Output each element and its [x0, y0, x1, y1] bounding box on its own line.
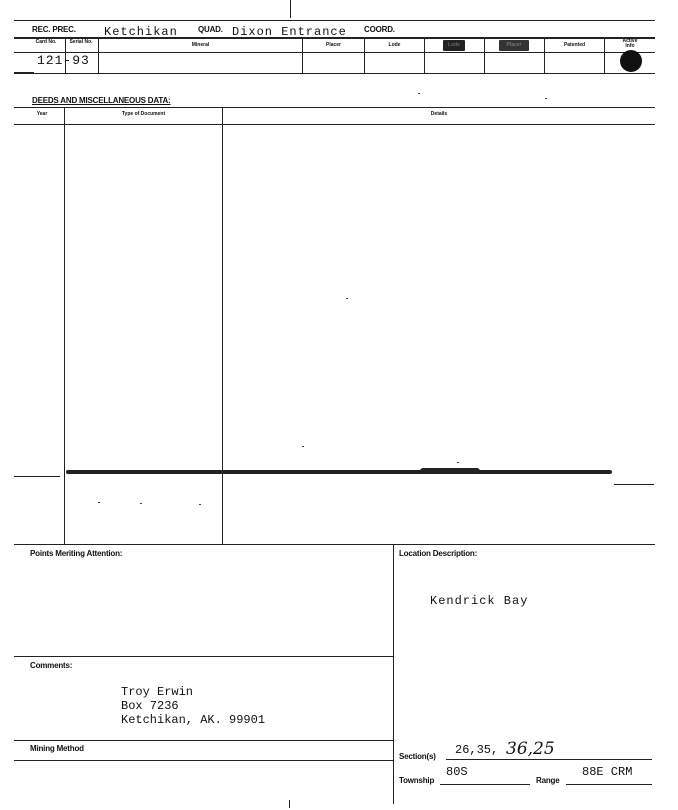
smear-right-curl [614, 484, 654, 485]
deeds-details-col-label: Details [430, 111, 448, 117]
active-col-label: Active Info [622, 38, 638, 49]
lower-center-divider [393, 544, 394, 804]
lode-col-label-alt: Lode [448, 42, 460, 48]
comments-top-rule [14, 656, 393, 657]
range-underline [566, 784, 652, 785]
speck [545, 98, 547, 99]
deeds-header-bottom [14, 124, 655, 125]
placer-col-label: Placer [325, 42, 341, 48]
coord-label: COORD. [364, 25, 395, 34]
mineral-col-label: Mineral [191, 42, 210, 48]
township-label: Township [399, 776, 435, 785]
speck [140, 503, 142, 504]
deeds-divider-year [64, 107, 65, 544]
range-value: 88E CRM [582, 765, 633, 779]
township-underline [440, 784, 530, 785]
points-label: Points Meriting Attention: [30, 549, 123, 558]
header-divider [424, 37, 425, 73]
lode-col-label: Lode [388, 42, 401, 48]
active-dot [620, 50, 642, 72]
speck [302, 446, 304, 447]
sections-handwritten-value: 36,25 [506, 739, 555, 759]
speck [98, 502, 100, 503]
sections-typed-value: 26,35, [455, 743, 499, 757]
deeds-header-top [14, 107, 655, 108]
rec-prec-value: Ketchikan [104, 25, 178, 39]
placer-col-label-alt: Placer [506, 42, 522, 48]
header-row2-rule [14, 52, 655, 53]
header-bottom-rule [14, 73, 655, 74]
comments-line3: Ketchikan, AK. 99901 [121, 713, 266, 727]
quad-value: Dixon Entrance [232, 25, 347, 39]
mining-bottom-rule [14, 760, 393, 761]
header-divider [484, 37, 485, 73]
comments-line1: Troy Erwin [121, 685, 194, 699]
deeds-type-col-label: Type of Document [121, 111, 166, 117]
location-label: Location Description: [399, 549, 478, 558]
location-value: Kendrick Bay [430, 594, 529, 608]
mining-method-label: Mining Method [30, 744, 84, 753]
comments-line2: Box 7236 [121, 699, 179, 713]
deeds-divider-type [222, 107, 223, 544]
speck [199, 504, 201, 505]
deeds-bottom-rule [14, 544, 655, 545]
lode-col-smudge [443, 40, 465, 51]
comments-label: Comments: [30, 661, 73, 670]
top-tick [290, 0, 291, 18]
table-smear-line [66, 470, 612, 474]
speck [418, 93, 420, 94]
smear-left-curl [14, 476, 60, 477]
header-top-rule [14, 20, 655, 21]
speck [346, 298, 348, 299]
card-no-col-label: Card No. [35, 39, 57, 45]
sections-underline [446, 759, 652, 760]
table-smear-blob [420, 468, 480, 474]
patented-col-label: Patented [563, 42, 586, 48]
header-row1-rule [14, 37, 655, 39]
rec-prec-label: REC. PREC. [32, 25, 76, 34]
speck [457, 462, 459, 463]
header-left-tick [14, 72, 34, 74]
header-divider [604, 37, 605, 73]
serial-no-col-label: Serial No. [69, 39, 93, 45]
quad-label: QUAD. [198, 25, 223, 34]
mining-top-rule [14, 740, 393, 741]
bottom-tick [289, 800, 290, 808]
placer-col-smudge [499, 40, 529, 51]
card-no-value: 121-93 [37, 53, 90, 68]
range-label: Range [536, 776, 560, 785]
sections-label: Section(s) [399, 752, 436, 761]
deeds-year-col-label: Year [36, 111, 48, 117]
township-value: 80S [446, 765, 468, 779]
deeds-section-title: DEEDS AND MISCELLANEOUS DATA: [32, 96, 171, 105]
